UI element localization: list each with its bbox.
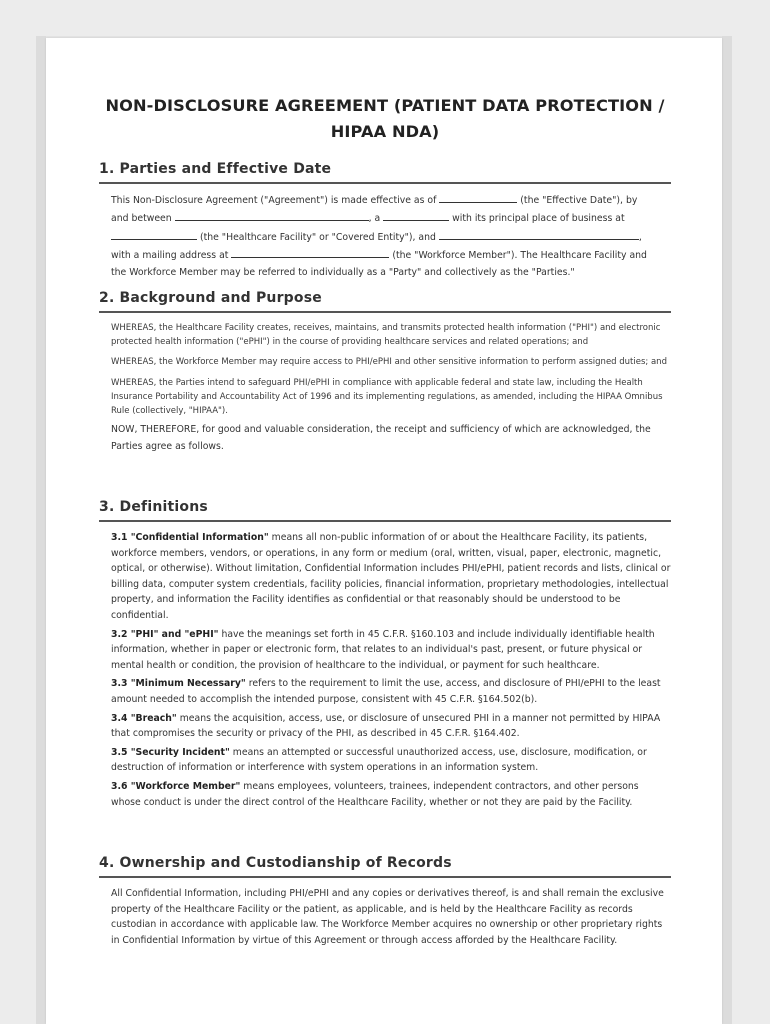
definition-minimum-necessary <box>111 676 671 707</box>
text-run: , a <box>368 213 381 225</box>
definition-term: 3.1 "Confidential Information" <box>111 532 269 543</box>
section-heading: 3. Definitions <box>99 499 671 522</box>
section-parties <box>99 161 671 281</box>
document-page <box>46 38 722 1024</box>
definition-term: 3.4 "Breach" <box>111 712 177 724</box>
definition-confidential-information <box>111 530 671 624</box>
text-run: with a mailing address at <box>111 250 229 262</box>
left-gutter <box>36 36 46 1024</box>
definition-term: 3.5 "Security Incident" <box>111 746 230 758</box>
effective-date-blank[interactable] <box>439 191 517 203</box>
text-run: (the "Workforce Member"). The Healthcare Facility and <box>392 250 647 262</box>
mailing-address-blank[interactable] <box>231 246 389 258</box>
now-therefore: NOW, THEREFORE, for good and valuable consideration, the receipt and sufficiency of which are acknowledged, the Parties agree as follows. <box>111 424 651 452</box>
definition-text: refers to the requirement to limit the use, access, and disclosure of PHI/ePHI to the least amount needed to accomplish the intended purpose, consistent with 45 C.F.R. §164.502(b). <box>111 678 661 705</box>
section-definitions <box>99 499 671 810</box>
section-heading: 2. Background and Purpose <box>99 290 671 313</box>
facility-name-blank[interactable] <box>175 209 369 221</box>
workforce-member-name-blank[interactable] <box>439 228 639 240</box>
definition-text: means all non-public information of or about the Healthcare Facility, its patients, workforce members, vendors, or operations, in any form or medium (oral, written, visual, paper, electronic, magnetic, optical, or otherwise). Without limitation, Confidential Information includes PHI/ePHI, patient records and lists, clinical or billing data, computer system credentials, facility policies, financial information, proprietary methodologies, intellectual property, and information the Facility identifies as confidential or that reasonably should be understood to be confidential. <box>111 532 671 621</box>
text-run: with its principal place of business at <box>452 213 625 225</box>
definition-workforce-member <box>111 779 671 810</box>
section-heading: 4. Ownership and Custodianship of Records <box>99 855 671 878</box>
scrollbar-track[interactable] <box>722 36 732 1024</box>
document-content <box>99 93 671 946</box>
text-run: (the "Healthcare Facility" or "Covered Entity"), and <box>199 231 436 243</box>
whereas-1: WHEREAS, the Healthcare Facility creates, receives, maintains, and transmits protected health information ("PHI") and electronic protected health information ("ePHI") in the course of providing healthcare services and related operations; and <box>111 323 661 348</box>
definition-phi <box>111 627 671 674</box>
definition-term: 3.6 "Workforce Member" <box>111 780 241 792</box>
background-paragraphs <box>99 321 671 455</box>
text-run: and between <box>111 213 172 225</box>
document-title: NON-DISCLOSURE AGREEMENT (PATIENT DATA PROTECTION / HIPAA NDA) <box>105 96 665 141</box>
section-ownership <box>99 855 671 948</box>
definition-text: means the acquisition, access, use, or disclosure of unsecured PHI in a manner not permitted by HIPAA that compromises the security or privacy of the PHI, as described in 45 C.F.R. §164.402. <box>111 712 661 740</box>
definition-breach <box>111 711 671 742</box>
entity-type-blank[interactable] <box>383 209 449 221</box>
ownership-text: All Confidential Information, including PHI/ePHI and any copies or derivatives thereof, is and shall remain the exclusive property of the Healthcare Facility or the patient, as applicable, and is held by the Healthcare Facility as records custodian in accordance with applicable law. The Workforce Member acquires no ownership or other proprietary rights in Confidential Information by virtue of this Agreement or through access afforded by the Healthcare Facility. <box>111 888 664 946</box>
text-run: (the "Effective Date"), by <box>520 195 638 206</box>
section-background <box>99 290 671 455</box>
whereas-3: WHEREAS, the Parties intend to safeguard PHI/ePHI in compliance with applicable federal and state law, including the Health Insurance Portability and Accountability Act of 1996 and its implementing regulations, as amended, including the HIPAA Omnibus Rule (collectively, "HIPAA"). <box>111 377 663 417</box>
text-run: This Non-Disclosure Agreement ("Agreement") is made effective as of <box>111 195 437 206</box>
definition-security-incident <box>111 745 671 776</box>
section-heading: 1. Parties and Effective Date <box>99 161 671 184</box>
definition-term: 3.3 "Minimum Necessary" <box>111 678 246 690</box>
definition-text: have the meanings set forth in 45 C.F.R. §160.103 and include individually identifiable health information, whether in paper or electronic form, that relates to an individual's past, present, or future physical or mental health or condition, the provision of healthcare to the individual, or payment for such healthcare. <box>111 628 655 671</box>
definition-text: means employees, volunteers, trainees, independent contractors, and other persons whose conduct is under the direct control of the Healthcare Facility, whether or not they are paid by the Facility. <box>111 780 639 808</box>
text-run: the Workforce Member may be referred to individually as a "Party" and collectively as the "Parties." <box>111 266 575 278</box>
definition-text: means an attempted or successful unauthorized access, use, disclosure, modification, or destruction of information or interference with system operations in an information system. <box>111 746 647 774</box>
definitions-list <box>99 530 671 810</box>
definition-term: 3.2 "PHI" and "ePHI" <box>111 628 219 640</box>
ownership-paragraph <box>99 886 671 948</box>
whereas-2: WHEREAS, the Workforce Member may require access to PHI/ePHI and other sensitive information to perform assigned duties; and <box>111 357 667 368</box>
parties-paragraph <box>99 191 671 281</box>
parties-text <box>111 191 671 281</box>
text-run: , <box>638 231 642 243</box>
facility-address-blank[interactable] <box>111 228 197 240</box>
